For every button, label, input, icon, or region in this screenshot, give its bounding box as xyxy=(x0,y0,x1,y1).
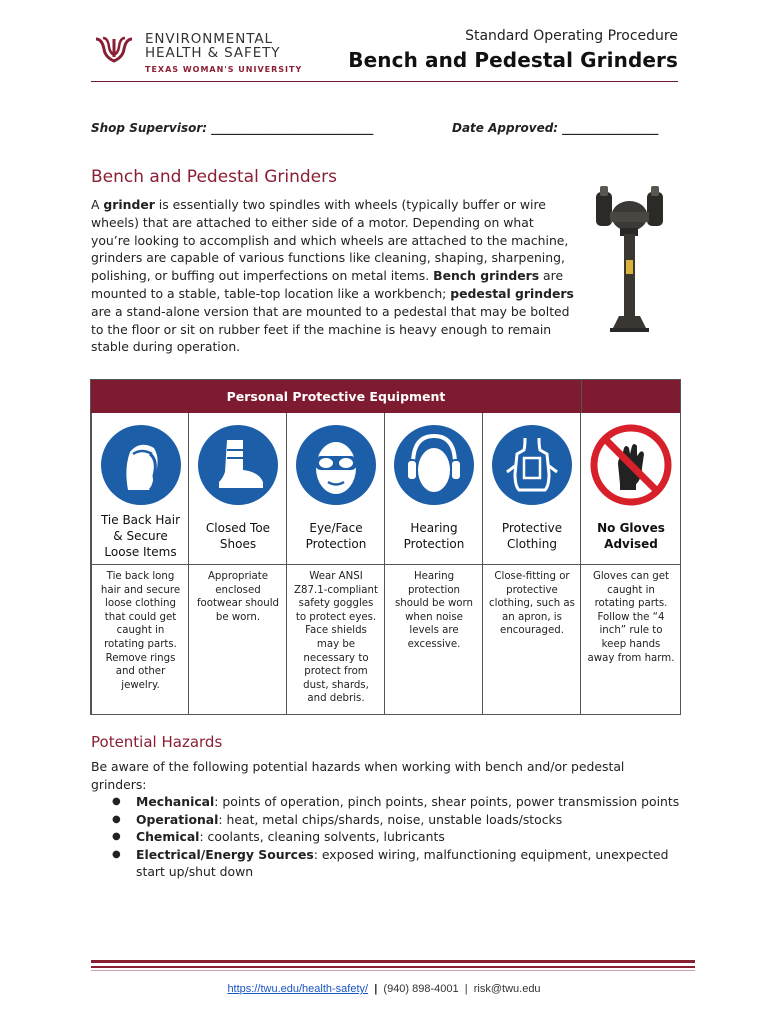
ppe-item-shoes xyxy=(188,413,287,714)
footer-divider-2 xyxy=(91,966,695,968)
logo-line-2: HEALTH & SAFETY xyxy=(145,45,281,61)
header-divider xyxy=(91,81,678,82)
ppe-name: Protective Clothing xyxy=(501,521,563,551)
boot-icon xyxy=(197,424,279,506)
ppe-name: Eye/Face Protection xyxy=(305,521,367,551)
phone-number: (940) 898-4001 xyxy=(383,983,459,995)
ppe-description: Hearing protection should be worn when noise levels are excessive. xyxy=(395,571,473,650)
list-item: ● Chemical: coolants, cleaning solvents, lubricants xyxy=(112,828,692,846)
list-item: ● Mechanical: points of operation, pinch points, shear points, power transmission points xyxy=(112,793,692,811)
ppe-item-no-gloves xyxy=(580,413,681,714)
section-heading-intro: Bench and Pedestal Grinders xyxy=(91,167,337,187)
hazards-list xyxy=(112,793,692,881)
ppe-description: Wear ANSI Z87.1-compliant safety goggles to protect eyes. Face shields may be necessary to protect from dust, shards, and debris. xyxy=(294,571,378,705)
list-item: ● Electrical/Energy Sources: exposed wiring, malfunctioning equipment, unexpected start up/shut down xyxy=(112,846,692,881)
section-heading-hazards: Potential Hazards xyxy=(91,733,223,751)
date-approved-field: Date Approved: ________________ xyxy=(452,121,659,135)
logo-subtitle: TEXAS WOMAN'S UNIVERSITY xyxy=(145,65,303,74)
goggles-icon xyxy=(295,424,377,506)
footer-divider xyxy=(91,960,695,963)
ppe-description: Tie back long hair and secure loose clothing that could get caught in rotating parts. Remove rings and other jewelry. xyxy=(100,571,181,691)
sop-label: Standard Operating Procedure xyxy=(465,28,678,44)
ppe-name: Hearing Protection xyxy=(403,521,465,551)
no-gloves-icon xyxy=(590,424,672,506)
logo-wordmark xyxy=(145,32,280,60)
ppe-table-header xyxy=(91,380,680,413)
apron-icon xyxy=(491,424,573,506)
ppe-item-clothing xyxy=(482,413,581,714)
email-address: risk@twu.edu xyxy=(473,983,541,995)
ppe-description: Gloves can get caught in rotating parts. Follow the “4 inch” rule to keep hands away from harm. xyxy=(587,571,675,664)
ppe-name: No Gloves Advised xyxy=(597,521,665,551)
ppe-description: Appropriate enclosed footwear should be worn. xyxy=(196,571,280,623)
hazards-intro: Be aware of the following potential hazards when working with bench and/or pedestal grinders: xyxy=(91,759,625,792)
shop-supervisor-field: Shop Supervisor: ___________________________ xyxy=(91,121,374,135)
ppe-table xyxy=(90,379,681,715)
ear-muffs-icon xyxy=(393,424,475,506)
ppe-heading: Personal Protective Equipment xyxy=(226,389,446,404)
footer xyxy=(0,983,768,995)
ppe-name: Tie Back Hair & Secure Loose Items xyxy=(100,513,181,559)
ppe-item-hair xyxy=(91,413,189,714)
hair-tie-icon xyxy=(100,424,182,506)
document-title: Bench and Pedestal Grinders xyxy=(348,48,678,72)
ppe-description: Close-fitting or protective clothing, such as an apron, is encouraged. xyxy=(489,571,575,637)
website-link[interactable]: https://twu.edu/health-safety/ xyxy=(227,983,369,995)
ehs-logo xyxy=(94,31,303,76)
footer-separator: | xyxy=(464,983,468,995)
ppe-name: Closed Toe Shoes xyxy=(205,521,271,551)
intro-paragraph: A grinder is essentially two spindles with wheels (typically buffer or wire wheels) that are attached to either side of a motor. Depending on what you’re looking to accomplish and which wheels are attached to the machine, grinders are capable of various functions like cleaning, shaping, sharpening, polishing, or buffing out imperfections on metal items. Bench grinders are mounted to a stable, table-top location like a workbench; pedestal grinders are a stand-alone version that are mounted to a pedestal that may be bolted to the floor or sit on rubber feet if the machine is heavy enough to remain stable during operation. xyxy=(91,197,574,355)
footer-divider-3 xyxy=(91,970,695,971)
logo-line-1: ENVIRONMENTAL xyxy=(145,31,273,47)
ppe-item-hearing xyxy=(384,413,483,714)
ppe-item-eye xyxy=(286,413,385,714)
footer-separator: | xyxy=(374,983,378,995)
pedestal-grinder-image xyxy=(592,184,667,332)
list-item: ● Operational: heat, metal chips/shards, noise, unstable loads/stocks xyxy=(112,811,692,829)
twu-logo-icon xyxy=(94,35,134,65)
